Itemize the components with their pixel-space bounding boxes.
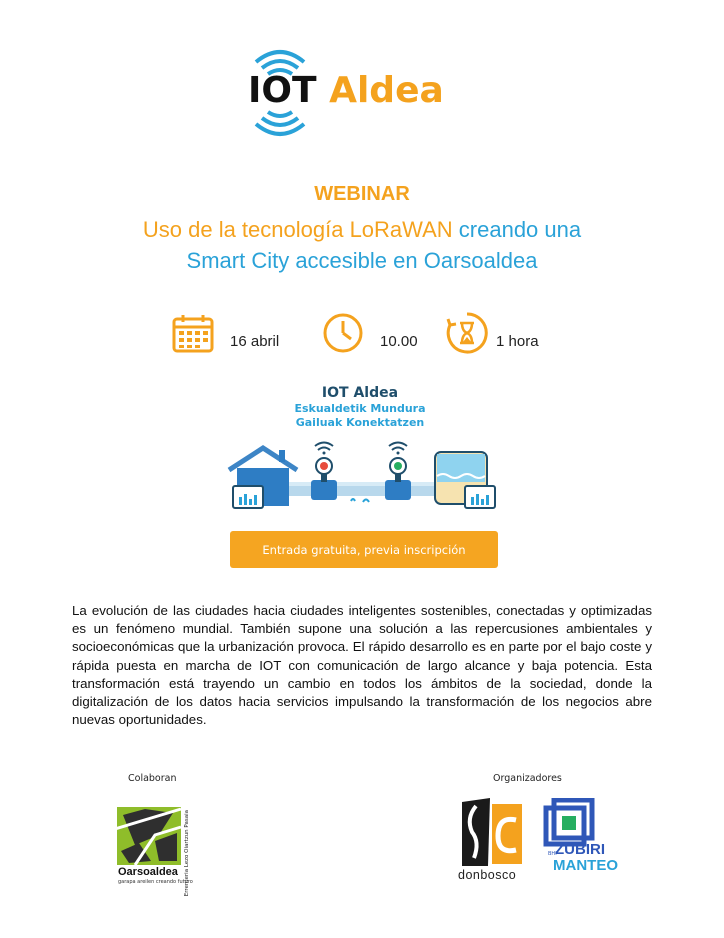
organizers-label: Organizadores [493, 773, 562, 784]
iot-network-illustration-icon [225, 436, 505, 516]
event-time: 10.00 [380, 333, 418, 350]
illustration-title: IOT Aldea [321, 385, 399, 401]
calendar-icon [172, 313, 214, 353]
oarsoaldea-name: Oarsoaldea [118, 866, 178, 878]
oarsoaldea-towns: Errenteria Lezo Oiartzun Pasaia [184, 810, 190, 897]
title-blue-part-2: Smart City accesible en Oarsoaldea [186, 248, 538, 273]
title-blue-part-1: creando una [458, 217, 582, 242]
title-orange-part: Uso de la tecnología LoRaWAN [142, 217, 459, 242]
event-duration: 1 hora [496, 333, 539, 350]
illustration-subtitle-1: Eskualdetik Mundura [294, 402, 426, 415]
collaborators-label: Colaboran [128, 773, 177, 784]
illustration-subtitle-2: Gailuak Konektatzen [295, 416, 425, 429]
description-paragraph: La evolución de las ciudades hacia ciudades inteligentes sostenibles, conectadas y optimizadas es un fenómeno mundial. También supone una solución a las repercusiones ambientales y socioeconómicas que la urbanización provoca. El rápido desarrollo es en parte por el bajo coste y rápida puesta en marcha de IOT con comunicación de largo alcance y baja potencia. Esta transformación está trayendo un cambio en todos los ámbitos de la sociedad, donde la digitalización de los datos hacia servicios impulsando la transformación de los negocios abre nuevas oportunidades. [72, 603, 652, 728]
event-date: 16 abril [230, 333, 280, 350]
webinar-kicker: WEBINAR [314, 183, 410, 205]
zubiri-small-label: BHI [548, 851, 557, 857]
donbosco-logo-icon [458, 798, 524, 868]
logo-wordmark [248, 70, 444, 111]
donbosco-name: donbosco [458, 868, 517, 882]
zubiri-name: ZUBIRI [555, 841, 605, 858]
oarsoaldea-tagline: garapa areilen creando futuro [118, 879, 193, 885]
logo-part-iot: IOT [248, 70, 317, 111]
hourglass-icon [445, 311, 489, 355]
page-title [0, 214, 724, 276]
manteo-name: MANTEO [553, 857, 618, 874]
register-button[interactable]: Entrada gratuita, previa inscripción [230, 531, 498, 568]
clock-icon [322, 312, 364, 354]
logo-part-aldea: Aldea [329, 70, 444, 111]
